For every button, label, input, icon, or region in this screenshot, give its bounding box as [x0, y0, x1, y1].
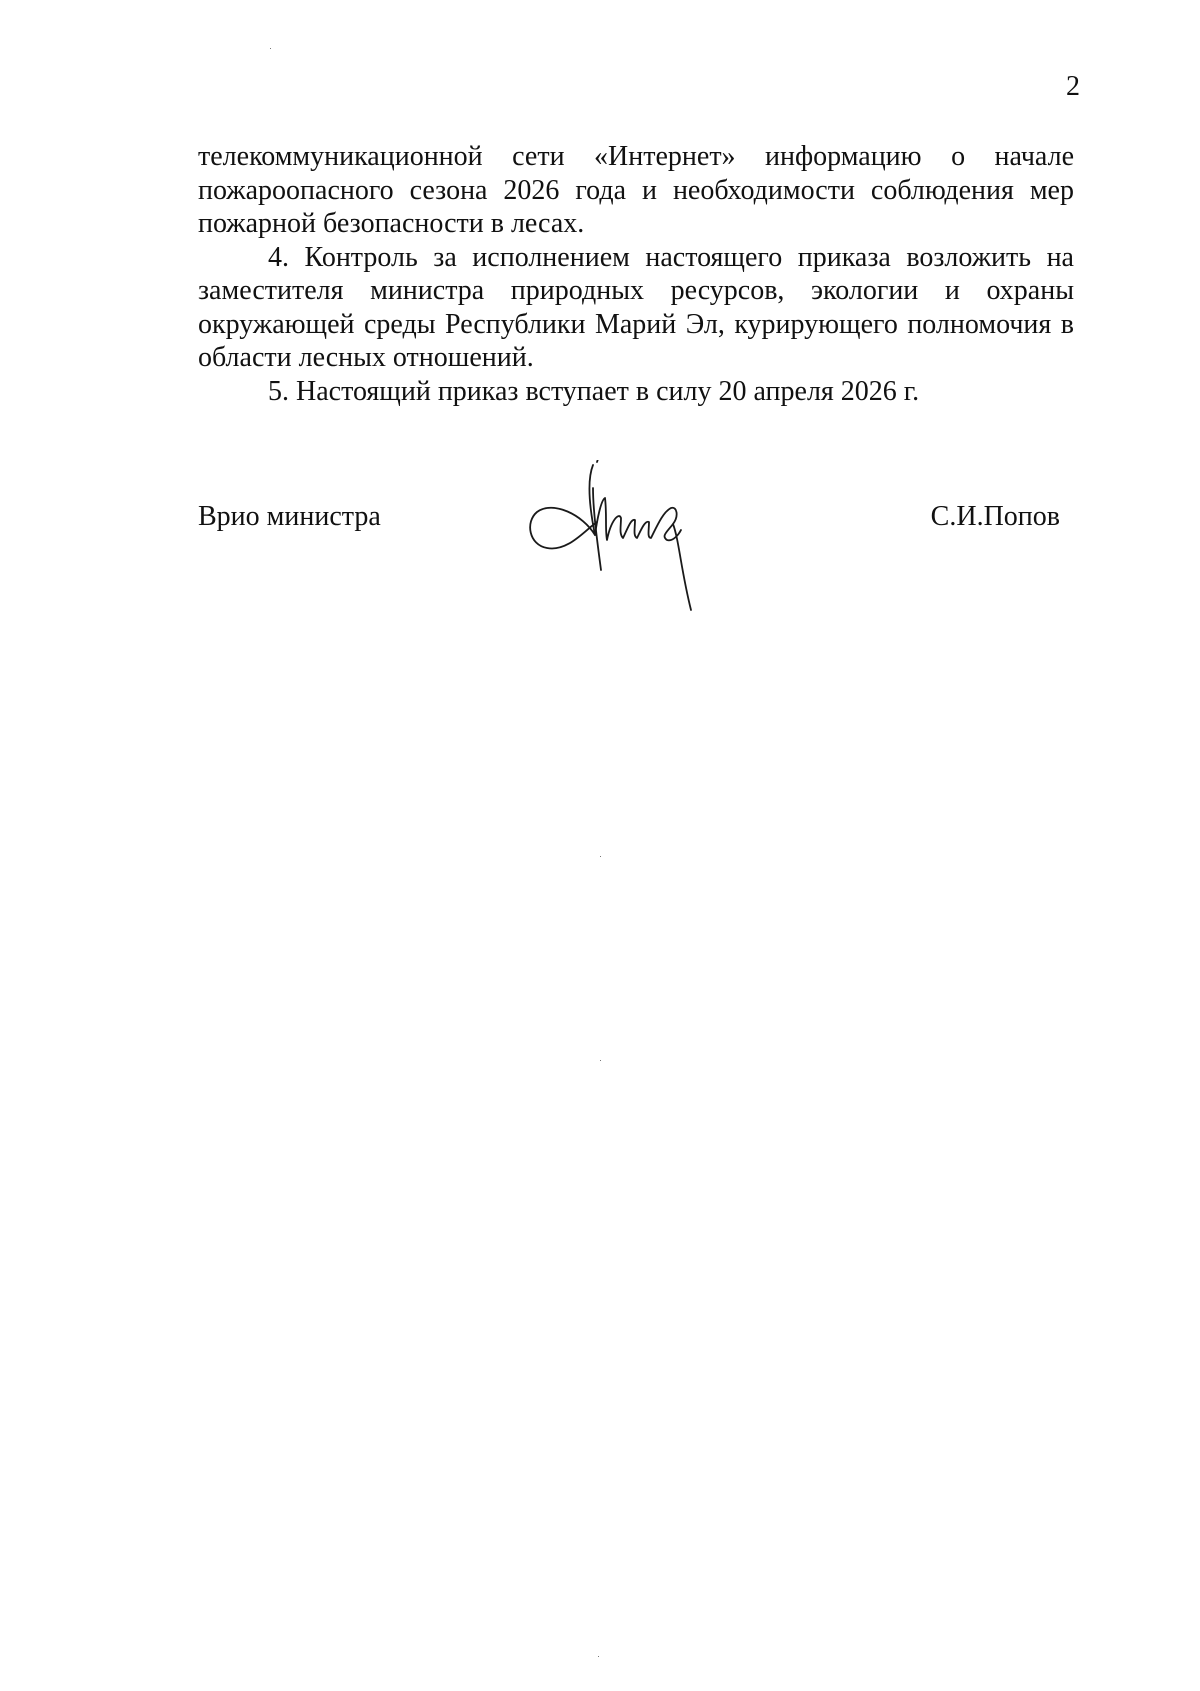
scan-speck	[598, 1656, 599, 1657]
signatory-position: Врио министра	[198, 501, 381, 532]
scan-speck	[270, 48, 271, 49]
document-body	[198, 140, 1074, 408]
signature-block	[198, 470, 1078, 610]
page-number: 2	[1066, 71, 1080, 102]
paragraph-item-4: 4. Контроль за исполнением настоящего приказа возложить на заместителя министра природных ресурсов, экологии и охраны окружающей среды Республики Марий Эл, курирующего полномочия в области лесных отношений.	[198, 241, 1074, 373]
handwritten-signature-icon	[523, 460, 743, 620]
scan-speck	[600, 1060, 601, 1061]
scan-speck	[600, 856, 601, 857]
paragraph-continuation: телекоммуникационной сети «Интернет» информацию о начале пожароопасного сезона 2026 года и необходимости соблюдения мер пожарной безопасности в лесах.	[198, 141, 1074, 239]
signatory-name: С.И.Попов	[930, 501, 1060, 532]
paragraph-item-5: 5. Настоящий приказ вступает в силу 20 апреля 2026 г.	[268, 375, 920, 407]
